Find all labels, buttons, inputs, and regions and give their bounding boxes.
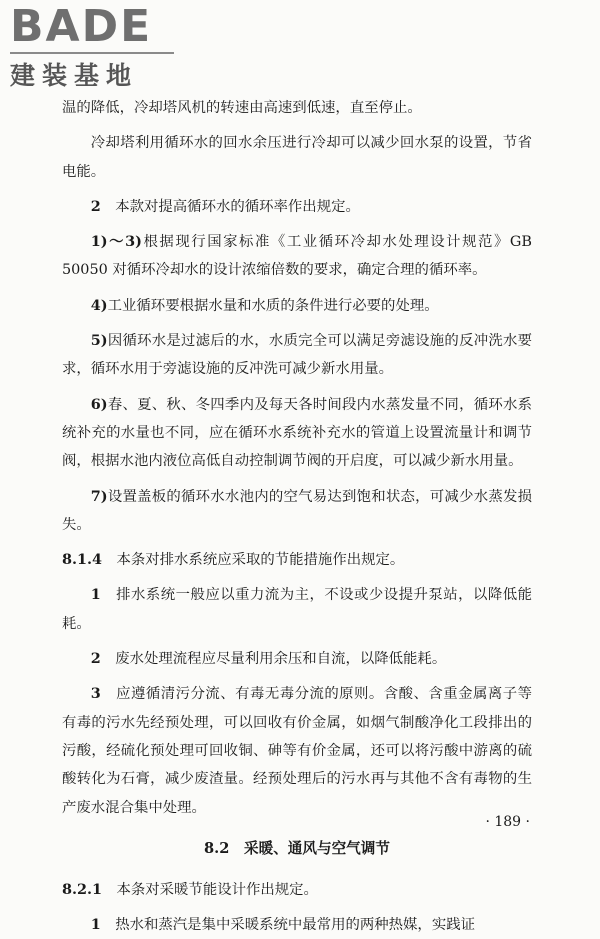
paragraph: 1 热水和蒸汽是集中采暖系统中最常用的两种热媒，实践证 <box>90 916 475 934</box>
item-number: 1 <box>90 916 101 934</box>
publisher-logo <box>6 1 176 90</box>
section-number: 8.1.4 <box>62 551 103 569</box>
section-paragraph: 8.1.4 本条对排水系统应采取的节能措施作出规定。 <box>62 551 405 569</box>
logo-divider <box>10 52 174 54</box>
paragraph: 温的降低，冷却塔风机的转速由高速到低速，直至停止。 <box>62 100 422 116</box>
page-number: · 189 · <box>485 814 530 830</box>
paragraph: 4)工业循环要根据水量和水质的条件进行必要的处理。 <box>90 296 439 314</box>
page-body <box>62 94 532 939</box>
item-number: 7) <box>90 487 108 505</box>
item-number: 6) <box>90 395 108 413</box>
item-number: 1)～3) <box>90 233 142 251</box>
section-number: 8.2.1 <box>62 880 103 898</box>
item-number: 3 <box>90 685 101 703</box>
paragraph: 6)春、夏、秋、冬四季内及每天各时间段内水蒸发量不同，循环水系统补充的水量也不同，应在循环水系统补充水的管道上设置流量计和调节阀，根据水池内液位高低自动控制调节阀的开启度，可以减少新水用量。 <box>62 395 532 470</box>
section-paragraph: 8.2.1 本条对采暖节能设计作出规定。 <box>62 880 318 898</box>
item-number: 1 <box>90 586 101 604</box>
item-number: 4) <box>90 296 108 314</box>
paragraph: 7)设置盖板的循环水水池内的空气易达到饱和状态，可减少水蒸发损失。 <box>62 487 532 533</box>
paragraph: 1)～3)根据现行国家标准《工业循环冷却水处理设计规范》GB 50050 对循环冷却水的设计浓缩倍数的要求，确定合理的循环率。 <box>62 233 532 279</box>
paragraph: 3 应遵循清污分流、有毒无毒分流的原则。含酸、含重金属离子等有毒的污水先经预处理，可以回收有价金属，如烟气制酸净化工段排出的污酸，经硫化预处理可回收铜、砷等有价金属，还可以将污酸中游离的硫酸转化为石膏，减少废渣量。经预处理后的污水再与其他不含有毒物的生产废水混合集中处理。 <box>62 685 532 816</box>
paragraph: 2 本款对提高循环水的循环率作出规定。 <box>90 197 360 215</box>
logo-subtitle: 建装基地 <box>10 61 139 90</box>
logo-brand-text: BADE <box>10 1 153 52</box>
paragraph: 1 排水系统一般应以重力流为主，不设或少设提升泵站，以降低能耗。 <box>62 586 532 632</box>
paragraph: 5)因循环水是过滤后的水，水质完全可以满足旁滤设施的反冲洗水要求，循环水用于旁滤设施的反冲洗可减少新水用量。 <box>62 332 532 378</box>
item-number: 2 <box>90 650 101 668</box>
section-heading: 8.2 采暖、通风与空气调节 <box>204 839 390 857</box>
item-number: 2 <box>90 197 101 215</box>
paragraph: 2 废水处理流程应尽量利用余压和自流，以降低能耗。 <box>90 650 447 668</box>
paragraph: 冷却塔利用循环水的回水余压进行冷却可以减少回水泵的设置，节省电能。 <box>62 135 532 180</box>
item-number: 5) <box>90 332 108 350</box>
